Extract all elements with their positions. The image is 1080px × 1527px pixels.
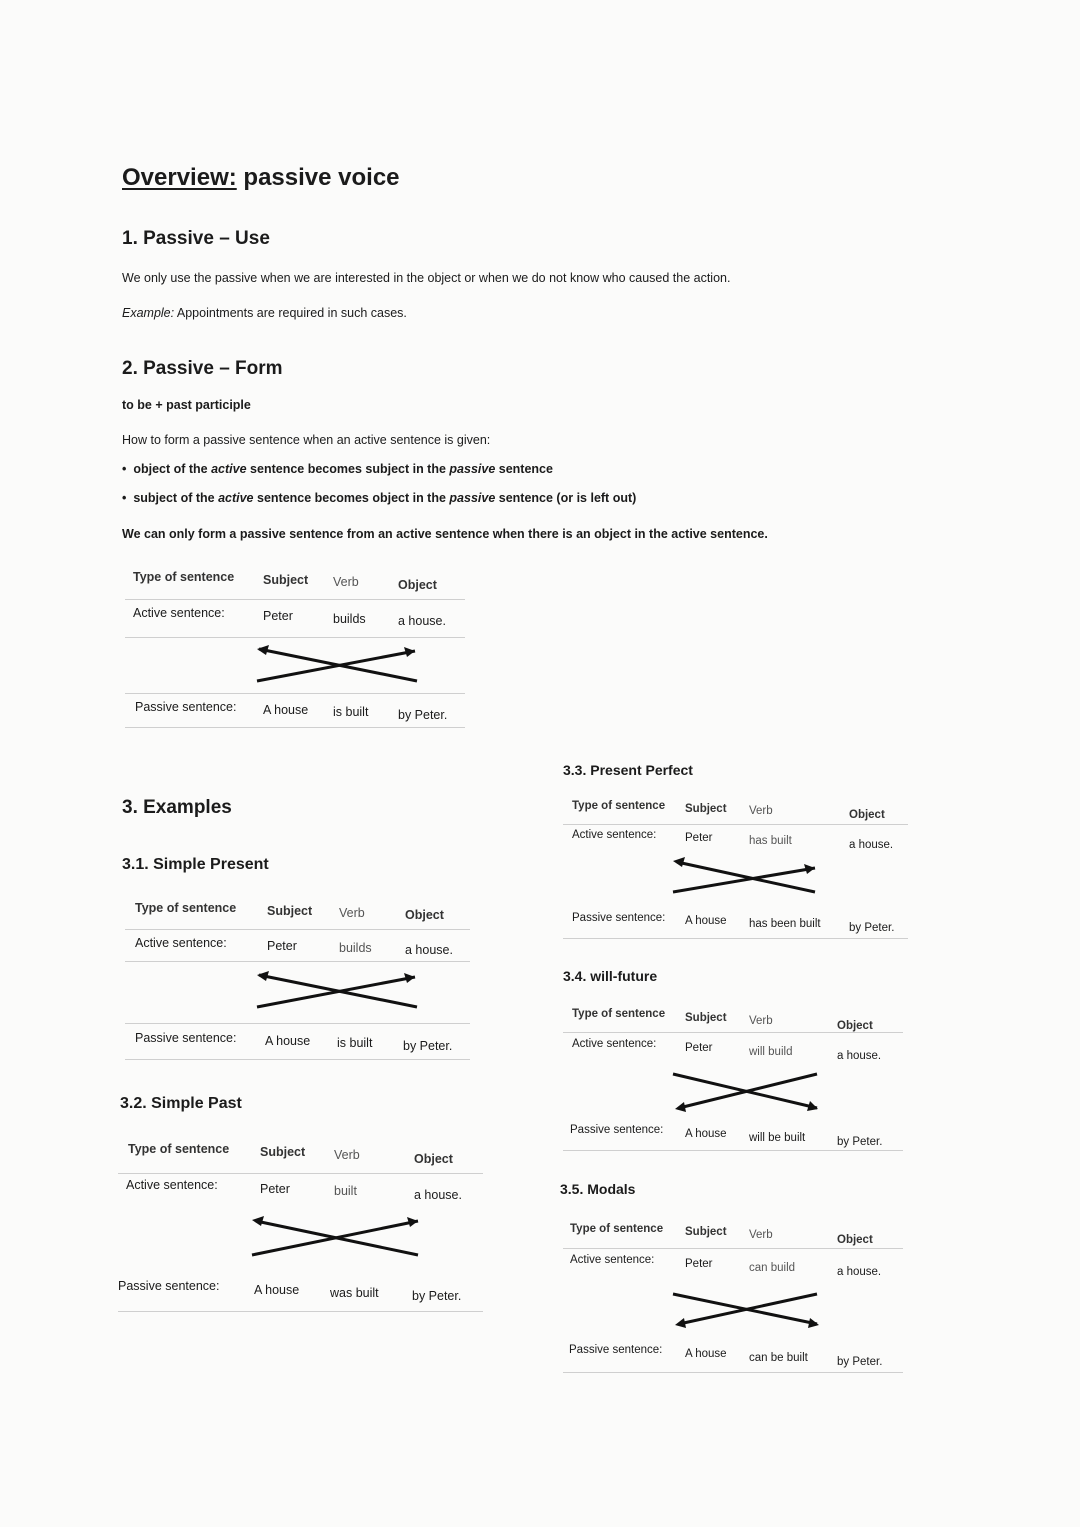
header-object: Object bbox=[837, 1234, 873, 1246]
will-future-heading: 3.4. will-future bbox=[563, 968, 658, 984]
header-subject: Subject bbox=[267, 904, 313, 918]
header-type: Type of sentence bbox=[570, 1223, 664, 1235]
header-subject: Subject bbox=[685, 803, 727, 815]
header-type: Type of sentence bbox=[128, 1142, 230, 1156]
active-subject: Peter bbox=[685, 1258, 713, 1270]
passive-label: Passive sentence: bbox=[570, 1124, 664, 1136]
active-label: Active sentence: bbox=[135, 936, 227, 950]
header-subject: Subject bbox=[260, 1145, 306, 1159]
table-present-perfect bbox=[563, 796, 908, 946]
passive-verb: will be built bbox=[749, 1132, 806, 1144]
passive-label: Passive sentence: bbox=[118, 1279, 220, 1293]
header-type: Type of sentence bbox=[135, 901, 237, 915]
header-verb: Verb bbox=[749, 1015, 773, 1027]
page-title: Overview: passive voice bbox=[122, 164, 400, 191]
table-main bbox=[125, 565, 465, 735]
swap-arrows bbox=[563, 1284, 903, 1340]
passive-object: by Peter. bbox=[849, 922, 895, 934]
active-object: a house. bbox=[837, 1050, 882, 1062]
active-object: a house. bbox=[398, 614, 446, 628]
swap-arrows bbox=[125, 637, 465, 697]
swap-arrows bbox=[563, 1068, 903, 1118]
active-verb: built bbox=[334, 1184, 357, 1198]
passive-subject: A house bbox=[265, 1034, 311, 1048]
passive-object: by Peter. bbox=[398, 708, 448, 722]
active-object: a house. bbox=[405, 943, 453, 957]
section-1-heading: 1. Passive – Use bbox=[122, 228, 270, 249]
header-type: Type of sentence bbox=[572, 1008, 666, 1020]
swap-arrows bbox=[118, 1207, 483, 1273]
passive-subject: A house bbox=[685, 1128, 727, 1140]
header-verb: Verb bbox=[339, 906, 365, 920]
active-label: Active sentence: bbox=[133, 606, 225, 620]
bullet-1: • object of the active sentence becomes subject in the passive sentence bbox=[122, 462, 553, 476]
active-verb: can build bbox=[749, 1262, 796, 1274]
modals-heading: 3.5. Modals bbox=[560, 1181, 636, 1197]
header-object: Object bbox=[849, 809, 885, 821]
passive-object: by Peter. bbox=[412, 1289, 462, 1303]
header-type: Type of sentence bbox=[133, 570, 235, 584]
header-verb: Verb bbox=[334, 1148, 360, 1162]
passive-label: Passive sentence: bbox=[135, 1031, 237, 1045]
active-object: a house. bbox=[414, 1188, 462, 1202]
passive-object: by Peter. bbox=[403, 1039, 453, 1053]
active-subject: Peter bbox=[685, 832, 713, 844]
section-2-heading: 2. Passive – Form bbox=[122, 358, 283, 379]
table-modals bbox=[563, 1218, 903, 1378]
passive-verb: was built bbox=[330, 1286, 379, 1300]
active-subject: Peter bbox=[267, 939, 297, 953]
passive-verb: is built bbox=[333, 705, 369, 719]
present-perfect-heading: 3.3. Present Perfect bbox=[563, 762, 693, 778]
header-object: Object bbox=[405, 908, 444, 922]
table-simple-past bbox=[118, 1137, 483, 1317]
active-verb: has built bbox=[749, 835, 792, 847]
table-simple-present bbox=[125, 895, 470, 1065]
active-subject: Peter bbox=[260, 1182, 290, 1196]
passive-label: Passive sentence: bbox=[572, 912, 666, 924]
header-object: Object bbox=[837, 1020, 873, 1032]
section-1-text: We only use the passive when we are interested in the object or when we do not know who caused the action. bbox=[122, 271, 731, 285]
passive-verb: can be built bbox=[749, 1352, 808, 1364]
active-label: Active sentence: bbox=[570, 1254, 655, 1266]
active-object: a house. bbox=[849, 839, 894, 851]
passive-subject: A house bbox=[263, 703, 309, 717]
header-object: Object bbox=[414, 1152, 453, 1166]
header-type: Type of sentence bbox=[572, 800, 666, 812]
passive-object: by Peter. bbox=[837, 1356, 883, 1368]
swap-arrows bbox=[125, 961, 470, 1021]
header-verb: Verb bbox=[333, 575, 359, 589]
active-label: Active sentence: bbox=[126, 1178, 218, 1192]
active-verb: builds bbox=[339, 941, 372, 955]
passive-verb: is built bbox=[337, 1036, 373, 1050]
header-object: Object bbox=[398, 578, 437, 592]
formula: to be + past participle bbox=[122, 398, 251, 412]
passive-verb: has been built bbox=[749, 918, 821, 930]
swap-arrows bbox=[563, 856, 908, 906]
passive-subject: A house bbox=[685, 1348, 727, 1360]
passive-label: Passive sentence: bbox=[569, 1344, 663, 1356]
section-1-example: Example: Appointments are required in such cases. bbox=[122, 306, 407, 320]
section-3-heading: 3. Examples bbox=[122, 797, 232, 818]
simple-past-heading: 3.2. Simple Past bbox=[120, 1095, 242, 1112]
table-will-future bbox=[563, 1004, 903, 1154]
header-subject: Subject bbox=[685, 1012, 727, 1024]
bullet-2: • subject of the active sentence becomes object in the passive sentence (or is left out) bbox=[122, 491, 637, 505]
header-subject: Subject bbox=[263, 573, 309, 587]
header-verb: Verb bbox=[749, 1229, 773, 1241]
active-subject: Peter bbox=[263, 609, 293, 623]
passive-object: by Peter. bbox=[837, 1136, 883, 1148]
active-label: Active sentence: bbox=[572, 829, 657, 841]
how-to-text: How to form a passive sentence when an active sentence is given: bbox=[122, 433, 491, 447]
note-text: We can only form a passive sentence from an active sentence when there is an object in the active sentence. bbox=[122, 527, 768, 541]
header-verb: Verb bbox=[749, 805, 773, 817]
passive-label: Passive sentence: bbox=[135, 700, 237, 714]
header-subject: Subject bbox=[685, 1226, 727, 1238]
passive-subject: A house bbox=[254, 1283, 300, 1297]
active-verb: will build bbox=[749, 1046, 793, 1058]
active-verb: builds bbox=[333, 612, 366, 626]
active-label: Active sentence: bbox=[572, 1038, 657, 1050]
active-object: a house. bbox=[837, 1266, 882, 1278]
simple-present-heading: 3.1. Simple Present bbox=[122, 856, 269, 873]
passive-subject: A house bbox=[685, 915, 727, 927]
active-subject: Peter bbox=[685, 1042, 713, 1054]
